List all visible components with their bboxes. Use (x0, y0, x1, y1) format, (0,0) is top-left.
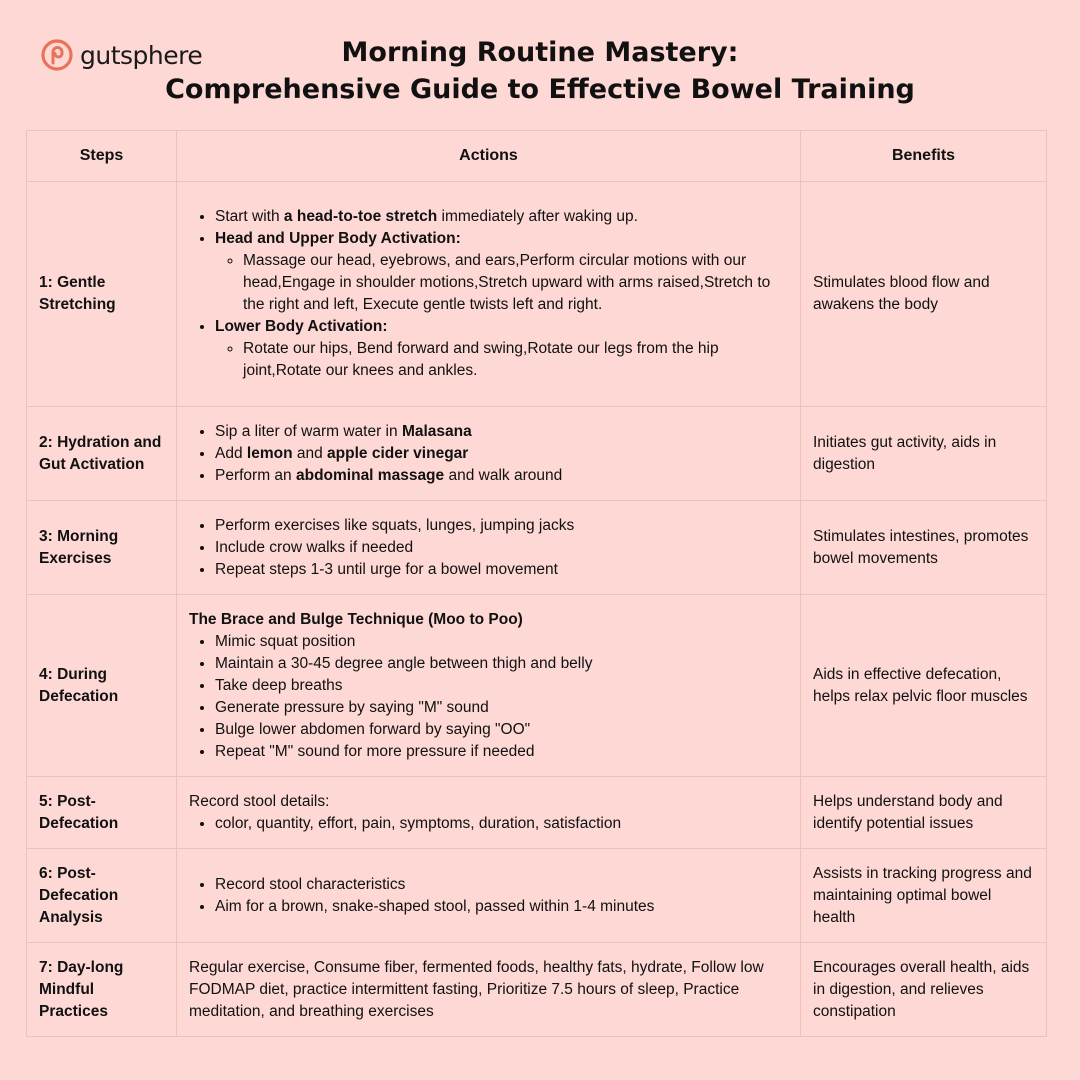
table-row (27, 849, 1047, 943)
title-line-1: Morning Routine Mastery: (341, 37, 739, 68)
sub-list-item: ◦ Rotate our hips, Bend forward and swing,Rotate our legs from the hip joint,Rotate our knees and ankles. (243, 338, 788, 382)
list-item: • Repeat "M" sound for more pressure if needed (215, 741, 788, 763)
list-item: • color, quantity, effort, pain, symptoms, duration, satisfaction (215, 813, 788, 835)
routine-table (26, 130, 1047, 1037)
step-cell: 5: Post-Defecation (27, 777, 177, 849)
list-item: • Sip a liter of warm water in Malasana (215, 421, 788, 443)
sub-list-item: ◦ Massage our head, eyebrows, and ears,Perform circular motions with our head,Engage in shoulder motions,Stretch upward with arms raised,Stretch to the right and left, Execute gentle twists left and right. (243, 250, 788, 316)
benefit-cell: Aids in effective defecation, helps relax pelvic floor muscles (801, 595, 1047, 777)
table-row (27, 595, 1047, 777)
actions-cell: Regular exercise, Consume fiber, fermented foods, healthy fats, hydrate, Follow low FODMAP diet, practice intermittent fasting, Prioritize 7.5 hours of sleep, Practice meditation, and breathing exercises (177, 943, 801, 1037)
header-benefits: Benefits (801, 131, 1047, 182)
list-item: • Add lemon and apple cider vinegar (215, 443, 788, 465)
step-cell: 2: Hydration and Gut Activation (27, 407, 177, 501)
actions-cell (177, 595, 801, 777)
benefit-cell: Stimulates intestines, promotes bowel movements (801, 501, 1047, 595)
record-intro: Record stool details: (189, 792, 330, 810)
step-cell: 7: Day-long Mindful Practices (27, 943, 177, 1037)
benefit-cell: Stimulates blood flow and awakens the body (801, 182, 1047, 407)
benefit-cell: Initiates gut activity, aids in digestion (801, 407, 1047, 501)
table-row (27, 182, 1047, 407)
actions-cell (177, 407, 801, 501)
actions-cell (177, 501, 801, 595)
header-steps: Steps (27, 131, 177, 182)
list-item: • Perform exercises like squats, lunges, jumping jacks (215, 515, 788, 537)
list-item: • Record stool characteristics (215, 874, 788, 896)
step-cell: 1: Gentle Stretching (27, 182, 177, 407)
table-header-row (27, 131, 1047, 182)
list-item: • Maintain a 30-45 degree angle between thigh and belly (215, 653, 788, 675)
list-item: • Include crow walks if needed (215, 537, 788, 559)
list-item: • Perform an abdominal massage and walk around (215, 465, 788, 487)
step-cell: 6: Post-Defecation Analysis (27, 849, 177, 943)
benefit-cell: Assists in tracking progress and maintaining optimal bowel health (801, 849, 1047, 943)
page-title (0, 34, 1080, 108)
list-item: • Start with a head-to-toe stretch immediately after waking up. (215, 206, 788, 228)
technique-heading: The Brace and Bulge Technique (Moo to Poo) (189, 610, 523, 628)
list-item: • Head and Upper Body Activation: ◦ Massage our head, eyebrows, and ears,Perform circular motions with our head,Engage in shoulder motions,Stretch upward with arms raised,Stretch to the right and left, Execute gentle twists left and right. (215, 228, 788, 316)
list-item: • Generate pressure by saying "M" sound (215, 697, 788, 719)
list-item: • Lower Body Activation: ◦ Rotate our hips, Bend forward and swing,Rotate our legs from the hip joint,Rotate our knees and ankles. (215, 316, 788, 382)
step-cell: 3: Morning Exercises (27, 501, 177, 595)
list-item: • Aim for a brown, snake-shaped stool, passed within 1-4 minutes (215, 896, 788, 918)
table-row (27, 407, 1047, 501)
table-row (27, 943, 1047, 1037)
table-row (27, 501, 1047, 595)
step-cell: 4: During Defecation (27, 595, 177, 777)
actions-cell (177, 777, 801, 849)
list-item: • Mimic squat position (215, 631, 788, 653)
benefit-cell: Encourages overall health, aids in digestion, and relieves constipation (801, 943, 1047, 1037)
list-item: • Repeat steps 1-3 until urge for a bowel movement (215, 559, 788, 581)
list-item: • Take deep breaths (215, 675, 788, 697)
table-row (27, 777, 1047, 849)
list-item: • Bulge lower abdomen forward by saying "OO" (215, 719, 788, 741)
actions-cell (177, 849, 801, 943)
brand-name: gutsphere (80, 40, 203, 70)
header-actions: Actions (177, 131, 801, 182)
actions-cell (177, 182, 801, 407)
benefit-cell: Helps understand body and identify potential issues (801, 777, 1047, 849)
title-line-2: Comprehensive Guide to Effective Bowel Training (165, 74, 915, 105)
